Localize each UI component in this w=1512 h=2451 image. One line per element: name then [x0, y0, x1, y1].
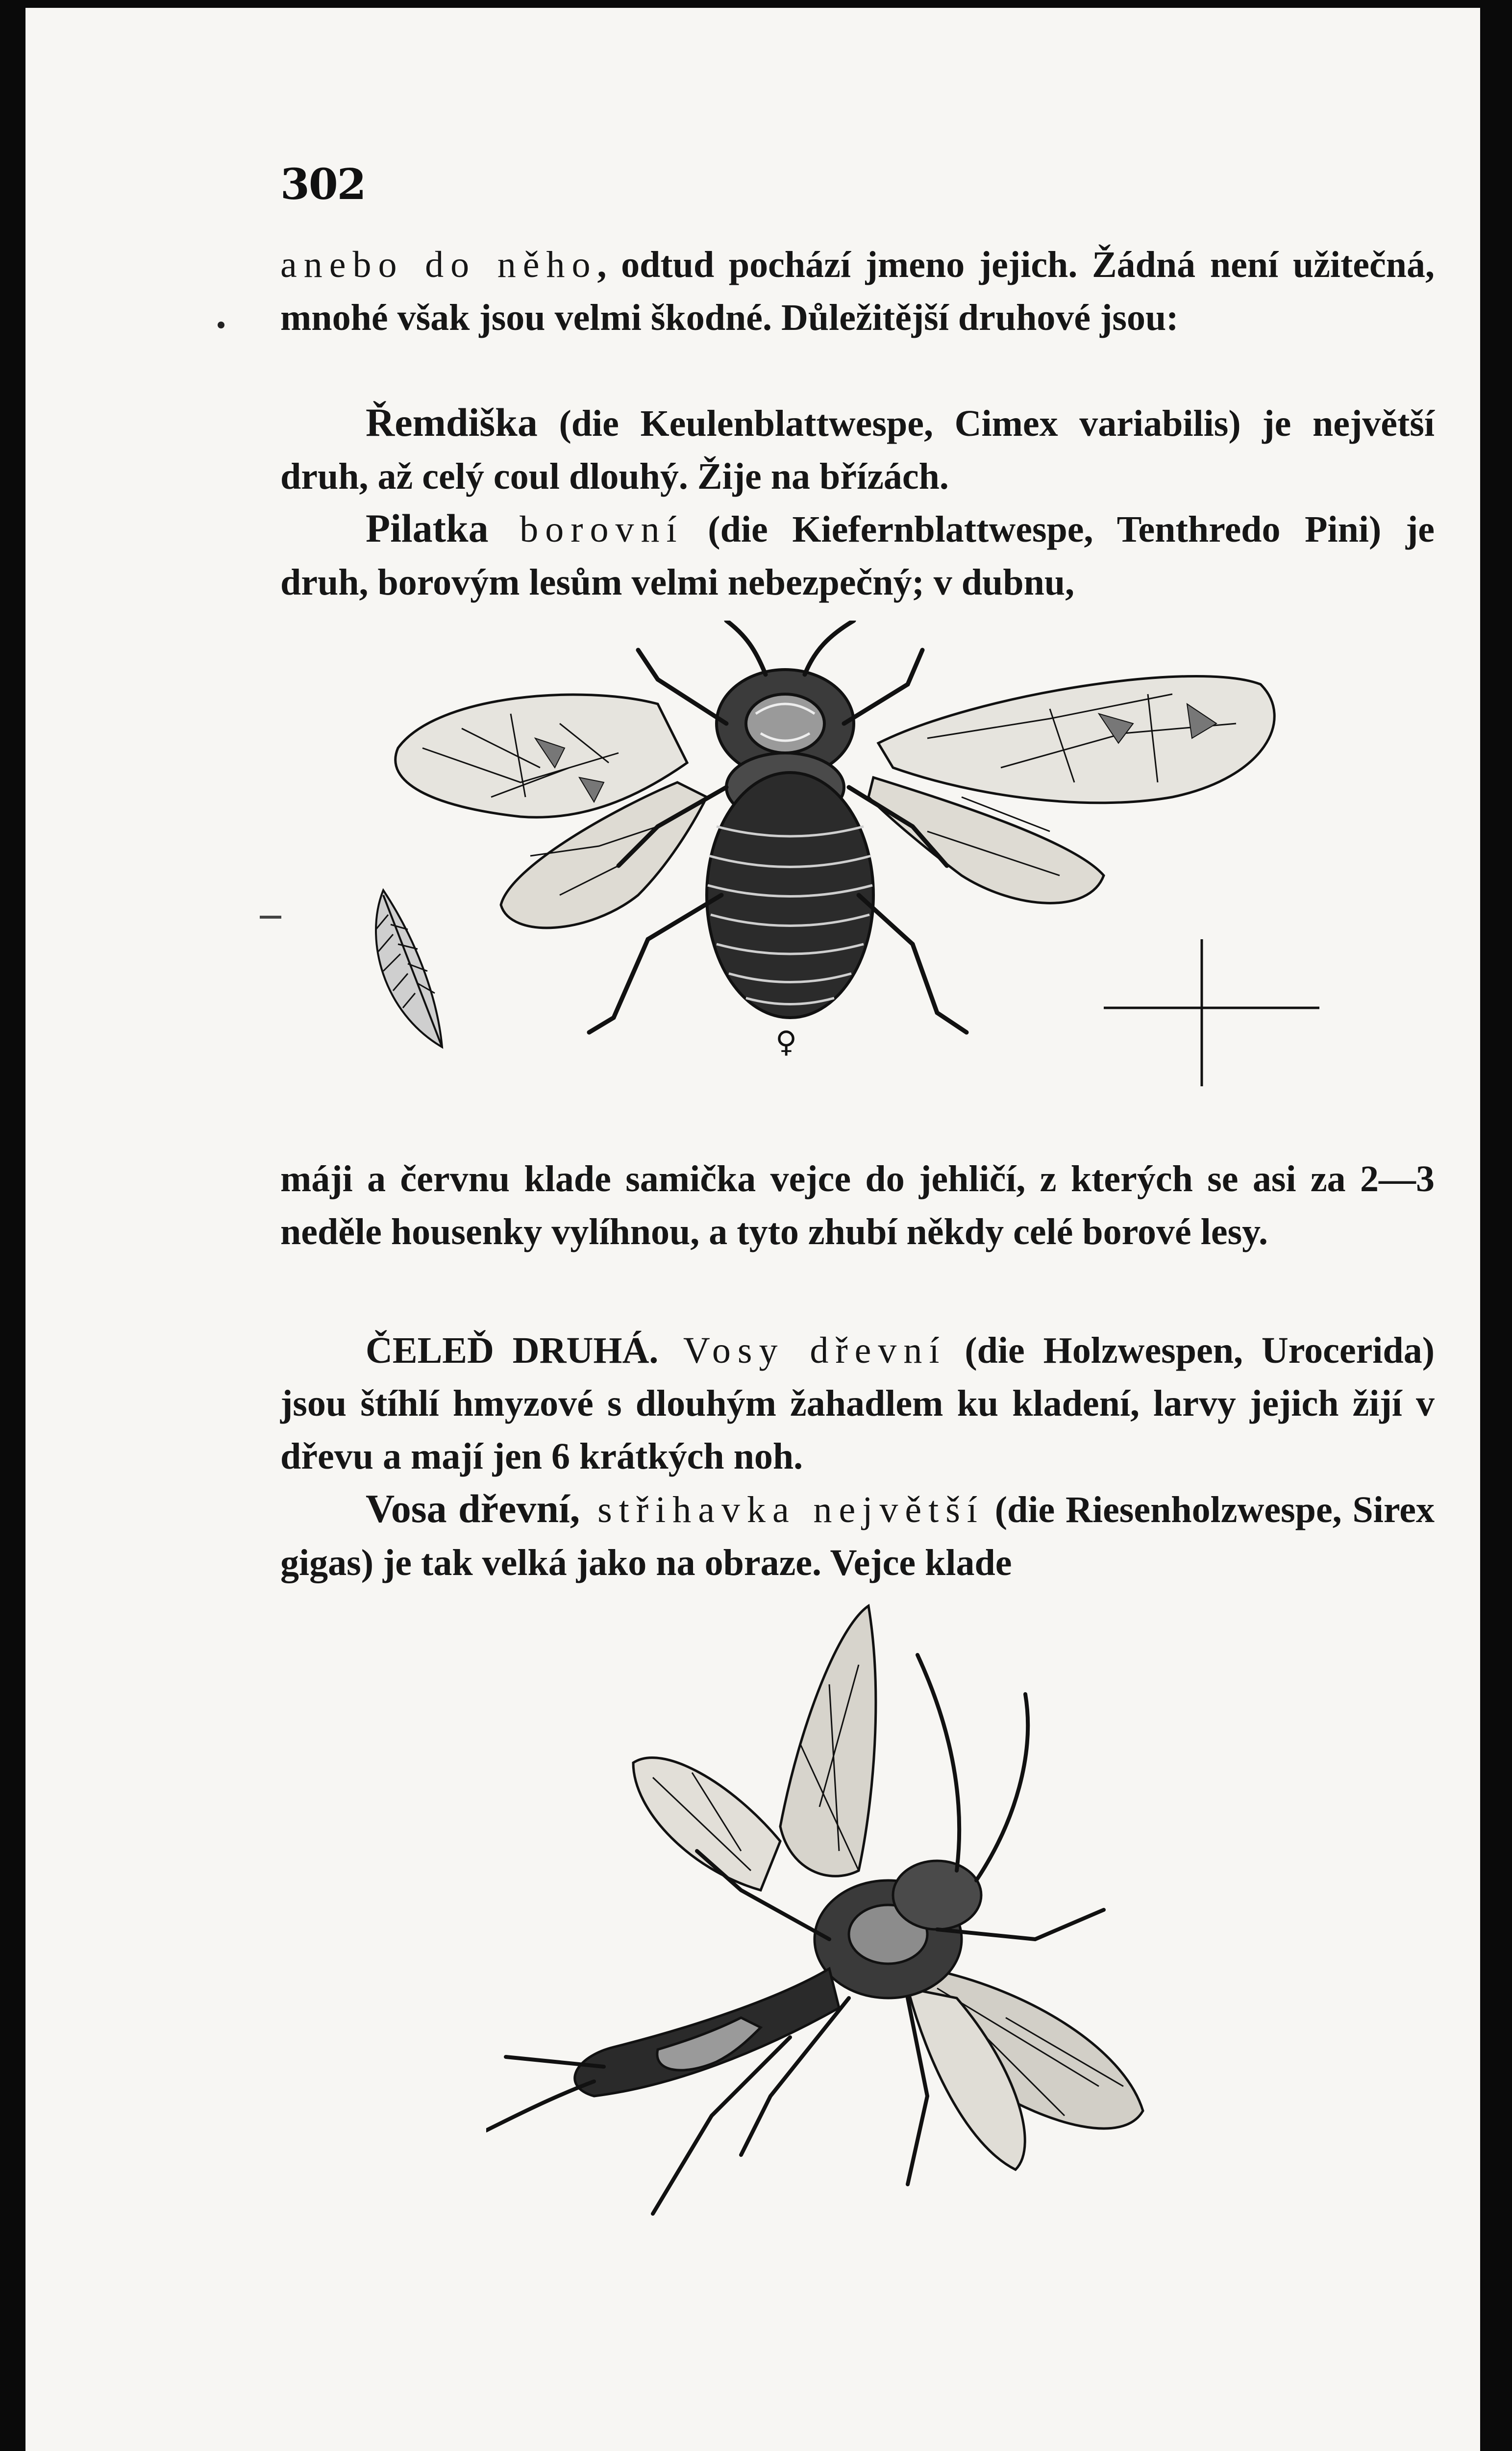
- paragraph-text: , odtud pochází jmeno jejich. Žádná není užitečná, mnohé však jsou velmi škodné. Důležitější druhové jsou:: [280, 244, 1435, 338]
- spaced-phrase: Vosy dřevní: [658, 1330, 946, 1371]
- paragraph-text: (die Riesenholzwespe, Sirex gigas) je tak velká jako na obraze. Vejce klade: [280, 1489, 1435, 1583]
- stray-dash: [260, 916, 281, 919]
- pine-needle-drawing: [376, 890, 442, 1047]
- paragraph-sirex: [280, 1482, 1435, 1589]
- paragraph-remdiska: [280, 396, 1435, 503]
- spaced-phrase: střihavka největší: [580, 1489, 984, 1530]
- pine-sawfly-illustration: [364, 621, 1393, 1135]
- species-name: Pilatka: [366, 506, 489, 550]
- stray-dot: [218, 322, 224, 328]
- paragraph-family-two: [280, 1324, 1435, 1483]
- paragraph-larvae: máji a červnu klade samička vejce do jehličí, z kterých se asi za 2—3 neděle housenky vylíhnou, a tyto zhubí někdy celé borové lesy.: [280, 1158, 1435, 1252]
- paragraph-text: (die Keulenblattwespe, Cimex variabilis) je největší druh, až celý coul dlouhý. Žije na břízách.: [280, 403, 1435, 497]
- section-heading: ČELEĎ DRUHÁ.: [366, 1330, 659, 1371]
- paragraph-text: (die Kiefernblattwespe, Tenthredo Pini) je druh, borovým lesům velmi nebezpečný; v dubnu,: [280, 509, 1435, 603]
- size-cross-mark: [1104, 939, 1319, 1086]
- paragraph-text: (die Holzwespen, Urocerida) jsou štíhlí hmyzové s dlouhým žahadlem ku kladení, larvy jejich žijí v dřevu a mají jen 6 krátkých noh.: [280, 1330, 1435, 1477]
- paragraph-pilatka: [280, 502, 1435, 609]
- species-name: Vosa dřevní,: [366, 1486, 580, 1531]
- page-number: 302: [280, 160, 366, 209]
- sex-symbol: ♀: [775, 1025, 797, 1059]
- book-page: [25, 8, 1480, 2451]
- spaced-phrase: borovní: [488, 509, 684, 550]
- spaced-phrase: anebo do něho: [280, 244, 597, 285]
- giant-woodwasp-illustration: [486, 1596, 1251, 2263]
- paragraph-intro: [280, 238, 1435, 344]
- species-name: Řemdiška: [366, 400, 538, 445]
